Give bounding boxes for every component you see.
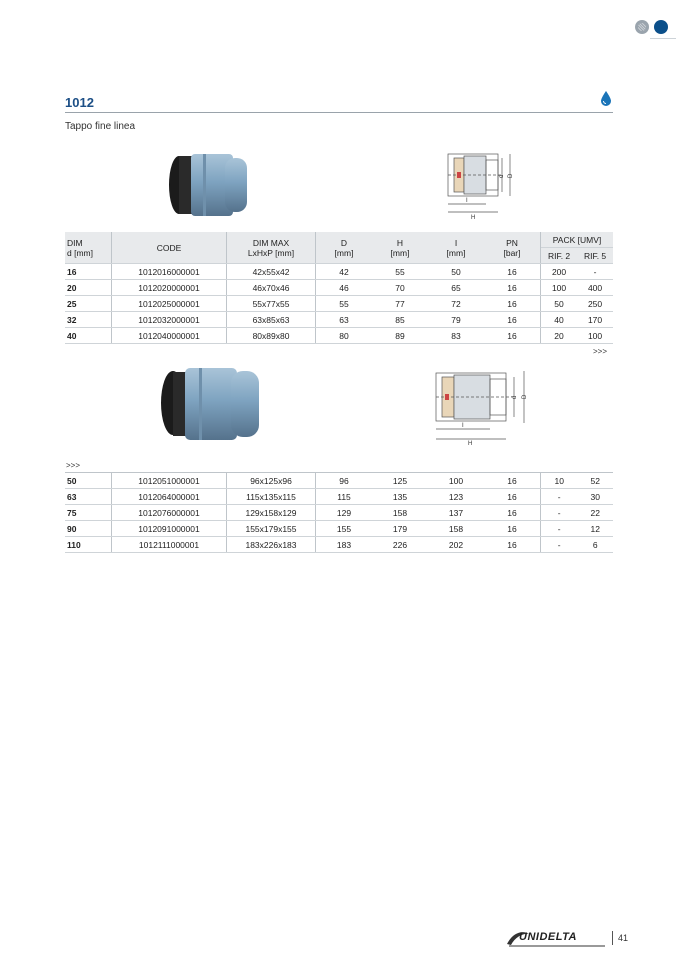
drawing-label-D: D <box>508 173 514 178</box>
header-dimmax: DIM MAX <box>252 237 290 248</box>
drawing-label-d: d <box>512 395 518 399</box>
header-dots <box>635 20 675 36</box>
table-row: 63 1012064000001 115x135x115 115 135 123 16 - 30 <box>65 489 613 505</box>
header-dim: DIM <box>67 237 83 248</box>
table-row: 110 1012111000001 183x226x183 183 226 202 16 - 6 <box>65 537 613 553</box>
product-code: 1012 <box>65 95 94 110</box>
product-photo-small <box>165 150 253 220</box>
drawing-label-I: I <box>462 423 464 429</box>
water-drop-icon <box>600 90 612 106</box>
table-row: 90 1012091000001 155x179x155 155 179 158 16 - 12 <box>65 521 613 537</box>
header-pn: PN <box>506 237 518 248</box>
drawing-label-H: H <box>471 215 476 220</box>
header-h-unit: [mm] <box>390 247 410 258</box>
footer-divider <box>612 931 613 945</box>
header-rif5: RIF. 5 <box>577 248 613 264</box>
header-dimmax-unit: LxHxP [mm] <box>247 247 295 258</box>
header-i: I <box>454 237 458 248</box>
table-row: 40 1012040000001 80x89x80 80 89 83 16 20 100 <box>65 328 613 344</box>
product-photo-large <box>155 362 265 444</box>
table-header-row <box>65 232 613 248</box>
page-number: 41 <box>618 933 629 943</box>
drawing-label-d: d <box>499 174 505 178</box>
header-code: CODE <box>112 232 227 264</box>
drawing-label-D: D <box>522 394 528 399</box>
table-row: 25 1012025000001 55x77x55 55 77 72 16 50 250 <box>65 296 613 312</box>
table-row: 16 1012016000001 42x55x42 42 55 50 16 200 - <box>65 264 613 280</box>
table-row: 20 1012020000001 46x70x46 46 70 65 16 100 400 <box>65 280 613 296</box>
product-name: Tappo fine linea <box>65 121 136 132</box>
spec-table-1 <box>65 232 613 344</box>
continue-marker-2: >>> <box>66 461 81 470</box>
technical-drawing-large <box>430 365 540 445</box>
spec-table-2 <box>65 472 613 553</box>
continue-marker-1: >>> <box>593 347 608 356</box>
header-h: H <box>396 237 404 248</box>
table-row: 32 1012032000001 63x85x63 63 85 79 16 40 170 <box>65 312 613 328</box>
brand-name: UNIDELTA <box>519 931 577 943</box>
header-rif2: RIF. 2 <box>541 248 578 264</box>
header-pn-unit: [bar] <box>503 247 521 258</box>
drawing-label-I: I <box>466 198 468 204</box>
blue-dot-icon <box>654 20 668 34</box>
table-row: 75 1012076000001 129x158x129 129 158 137 16 - 22 <box>65 505 613 521</box>
title-divider <box>65 112 613 113</box>
header-i-unit: [mm] <box>446 247 466 258</box>
header-pack: PACK [UMV] <box>541 232 614 248</box>
header-rule <box>650 38 676 39</box>
table-row: 50 1012051000001 96x125x96 96 125 100 16 10 52 <box>65 473 613 489</box>
header-dim-unit: d [mm] <box>67 247 93 258</box>
grey-dot-icon <box>635 20 649 34</box>
header-d: D <box>340 237 348 248</box>
drawing-label-H: H <box>468 441 473 445</box>
header-d-unit: [mm] <box>334 247 354 258</box>
technical-drawing-small <box>440 148 525 220</box>
